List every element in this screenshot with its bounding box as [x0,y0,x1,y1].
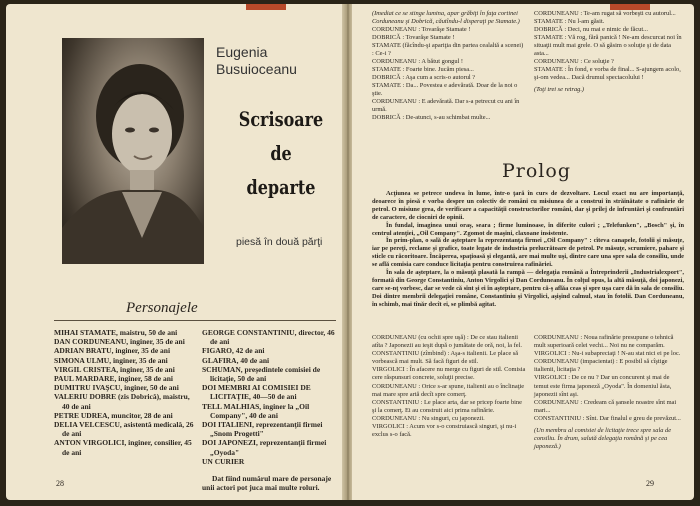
cast-item: DELIA VELCESCU, asistentă medicală, 26 de ani [54,420,194,439]
cast-item: TELL MALHIAS, inginer la „Oil Company", 40 de ani [202,401,310,420]
dialogue-line: STAMATE : Vă rog, fără panică ! Ne-am descurcat noi în situaţii mult mai grele. O să găsim o soluţie şi de data asta... [534,34,682,57]
dialogue-line: CORDUNEANU : E adevărată. Dar s-a petrecut cu ani în urmă. [372,98,520,113]
dialogue-line: CORDUNEANU : Tovarăşe Stamate ! [372,26,471,33]
left-page [6,4,344,500]
prose-paragraph: În sala de aşteptare, la o măsuţă plasată la rampă — delegaţia română a Întreprinderii „Industrialexport", formată din George Constantiniu, Anton Virgolici şi Dan Corduneanu. În colţul opus, la altă măsuţă, doi japonezi, care se-nţ vorbesc, dar se vede că sînt şi ei în aşteptare, pentru că-ş aflăa ceas şi spre uşa care dă în sala de consiliu. Doi dintre membrii delegaţiei române, Constantiniu şi Virgolici, aşişind calmul, stau în fotolii. Dan Corduneanu, în schimb, mai tînăr decît ei, se plimbă agitat. [372,269,684,308]
author-last-name: Busuioceanu [216,61,297,77]
page-number-right: 29 [646,479,654,488]
cast-item: DOI MEMBRI AI COMISIEI DE LICITAŢIE, 40—50 de ani [202,383,311,402]
dialogue-line: CONSTANTINIU : Sînt. Dar finalul e greu de prevăzut... [534,414,681,422]
cast-list-col1 [54,328,194,457]
author-photo [62,38,204,264]
cast-item: VALERIU DOBRE (zis Dobrică), maistru, 40 de ani [54,392,190,411]
cast-item: PAUL MARDARE, inginer, 58 de ani [54,374,173,384]
cast-rule-top [54,320,336,321]
dialogue-line: CORDUNEANU : Noua rafinărie presupune o tehnică mult superioară celei vechi... Noi nu ne comparăm. [534,334,674,350]
dialogue-line: STAMATE : Nu l-am găsit. [534,18,605,25]
cast-item: UN CURIER [202,456,245,466]
title-line: de [270,141,292,165]
dialogue-line: STAMATE : Foarte bine. Jucăm piesa... [372,66,474,73]
cast-item: GEORGE CONSTANTINIU, director, 46 de ani [202,328,335,347]
cast-item: SIMONA ULMU, inginer, 35 de ani [54,355,168,365]
dialogue-line: CORDUNEANU (cu ochii spre uşă) : De ce stau italienii atîta ? Japonezii au ieşit după o jumătate de oră, noi, la fel. [372,334,522,350]
author-name [216,44,297,78]
dialogue-line: CORDUNEANU : Credeam că şansele noastre sînt mai mari... [534,398,677,414]
cast-heading: Personajele [126,300,198,316]
cast-item: ANTON VIRGOLICI, inginer, consilier, 45 de ani [54,438,192,457]
dialogue-line: STAMATE : În fond, e vorba de final... S-ajungem acolo, şi-om vedea... Dacă drumul spectacolului ! [534,66,681,81]
cast-item: PETRE UDREA, muncitor, 28 de ani [54,410,173,420]
cast-item: DAN CORDUNEANU, inginer, 35 de ani [54,337,185,347]
dialogue-line: VIRGOLICI : Acum vor s-o construiască singuri, şi nu-i exclus s-o facă. [372,423,517,439]
stage-direction: (Un membru al comisiei de licitaţie trece spre sala de consiliu. În drum, salută delegaţia română şi pe cea japoneză.) [534,427,672,451]
dialogue-line: VIRGOLICI : De ce nu ? Dar un concurent şi mai de temut este firma japoneză „Oyoda". În domeniul ăsta, japonezii sînt aşi. [534,374,672,398]
dialogue-line: DOBRICĂ : Tovarăşe Stamate ! [372,34,455,41]
dialogue-line: VIRGOLICI : În afacere nu merge cu figuri de stil. Comisia cere răspunsuri concrete, soluţii precise. [372,366,526,382]
play-title [237,102,325,204]
cast-note: Dat fiind numărul mare de personaje unii actori pot juca mai multe roluri. [202,474,332,493]
title-line: Scrisoare [238,107,324,131]
dialogue-line: CORDUNEANU : A bătut gongul ! [372,58,464,65]
play-subtitle: piesă în două părţi [236,236,323,248]
prose-paragraph: Acţiunea se petrece undeva în lume, într-o ţară în curs de dezvoltare. Locul exact nu are importanţă, deoarece în piesă e vorba despre un colectiv de români cu misiunea de a construi în străinătate o rafinărie de petrol. O misiune grea, de verificare a capacităţii constructorilor români, dar şi prilej de înfruntări şi confruntări de caractere, de ciocniri de opinii. [372,190,684,221]
dialogue-line: CONSTANTINIU (zîmbind) : Aşa-s italienii. Le place să vorbească mai mult. Să facă figuri de stil. [372,350,519,366]
dialogue-line: DOBRICĂ : Deci, nu mai e nimic de făcut... [534,26,648,33]
prolog-heading: Prolog [502,160,571,182]
prose-paragraph: În prim-plan, o sală de aşteptare la reprezentanţa firmei „Oil Company" : cîteva canapele, fotolii şi măsuţe, iar pe pereţi, reclame şi grafice, toate legate de industria prelucrătoare de petrol. Pe măsuţe, scrumiere, pahare şi sticle cu răcoritoare. Încăperea, spaţioasă şi elegantă, are mai multe uşi, dintre care una spre sala de consiliu, unde se află comisia care conduce licitaţia pentru construirea rafinăriei. [372,237,684,269]
dialogue-line: VIRGOLICI : Nu-i subapreciaţi ! N-au stat nici ei pe loc. [534,350,681,358]
stage-direction: (Imediat ce se stinge lumina, apar grăbiţi în faţa cortinei Corduneanu şi Dobrică, căutîndu-l disperaţi pe Stamate.) [372,10,520,25]
page-tab [246,4,286,10]
right-page [352,4,694,500]
dialogue-line: CORDUNEANU : Ce soluţie ? [534,58,614,65]
prolog-description [372,190,684,309]
dialogue-line: CORDUNEANU : Nu singuri, cu japonezii. [372,414,485,422]
dialogue-line: STAMATE (făcîndu-şi apariţia din partea cealaltă a scenei) : Ce-i ? [372,42,524,57]
dialogue-line: CONSTANTINIU : Le place arta, dar se pricep foarte bine şi la comerţ. Ei au construit aici prima rafinărie. [372,398,522,414]
dialogue-line: CORDUNEANU (impacientat) : E posibil să cîştige italienii, licitaţia ? [534,358,668,374]
cast-list-col2 [202,328,340,492]
prose-paragraph: În fundal, imaginea unui oraş, seara ; firme luminoase, în diferite culori ; „Telefunken", „Bosch" şi, în centrul atenţiei, „Oil Company". Zgomot de maşini, claxoane insistente. [372,221,684,237]
dialogue-line: DOBRICĂ : Aşa cum a scris-o autorul ? [372,74,476,81]
dialogue-bottom-col2 [534,334,684,451]
stage-direction: (Toţi trei se retrag.) [534,86,585,93]
title-line: departe [246,175,316,199]
author-first-name: Eugenia [216,44,268,60]
cast-item: DUMITRU IVAŞCU, inginer, 50 de ani [54,383,179,393]
dialogue-line: CORDUNEANU : Orice s-ar spune, italienii au o înclinaţie mai mare spre artă decît spre comerţ. [372,382,525,398]
cast-item: MIHAI STAMATE, maistru, 50 de ani [54,328,178,337]
dialogue-bottom-col1 [372,334,526,439]
cast-item: DOI ITALIENI, reprezentanţii firmei „Snom Progetti" [202,420,323,439]
dialogue-top-col1 [372,10,526,122]
cast-item: GLAFIRA, 40 de ani [202,355,270,365]
cast-item: ADRIAN BRATU, inginer, 35 de ani [54,346,171,356]
cast-item: VIRGIL CRISTEA, inginer, 35 de ani [54,364,175,374]
dialogue-top-col2 [534,10,684,94]
dialogue-line: CORDUNEANU : Te-am rugat să vorbeşti cu autorul... [534,10,676,17]
cast-item: SCHUMAN, preşedintele comisiei de licitaţie, 50 de ani [202,364,321,384]
cast-item: FIGARO, 42 de ani [202,346,265,356]
page-number-left: 28 [56,479,64,488]
dialogue-line: STAMATE : Da... Povestea e adevărată. Doar de la noi o ştie. [372,82,518,97]
dialogue-line: DOBRICĂ : De-atunci, s-au schimbat multe... [372,114,491,121]
cast-item: DOI JAPONEZI, reprezentanţii firmei „Oyoda" [202,438,327,457]
